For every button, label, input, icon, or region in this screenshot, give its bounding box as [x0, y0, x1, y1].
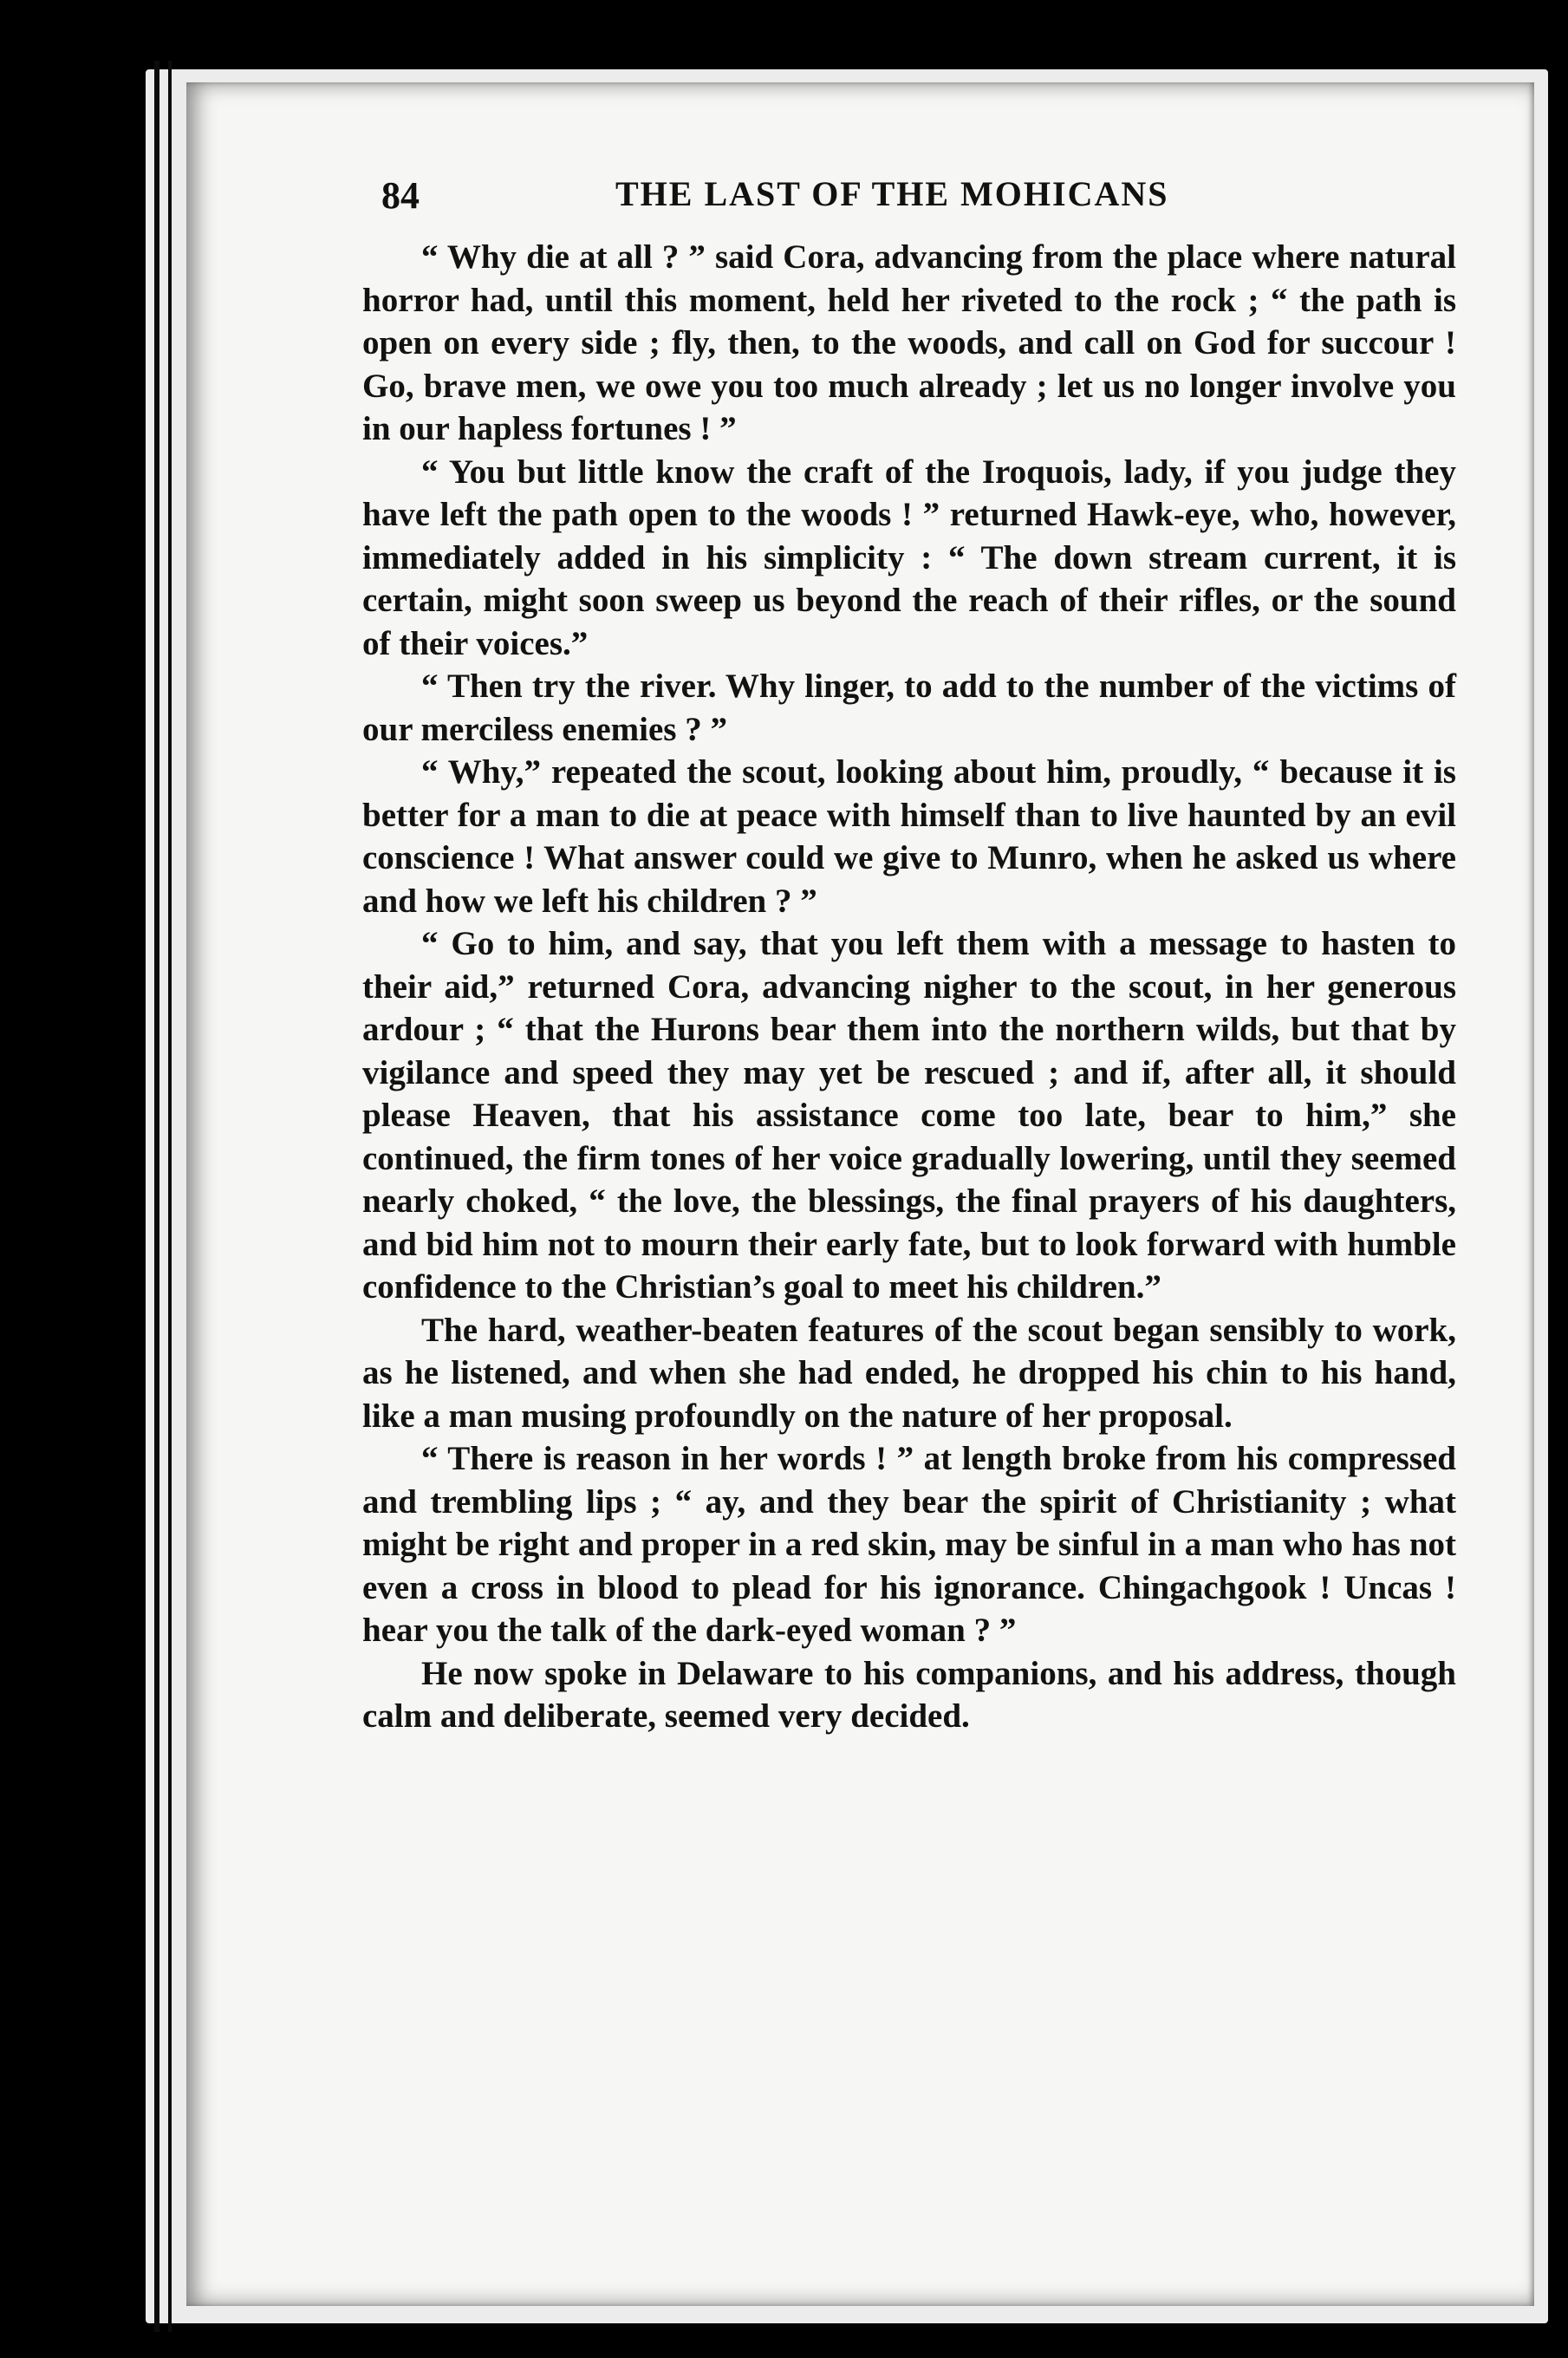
paragraph: “ There is reason in her words ! ” at length broke from his compressed and trembling lips ; “ ay, and they bear the spirit of Christianity ; what might be right and proper in a red skin, may be sinful in a man who has not even a cross in blood to plead for his ignorance. Chingachgook ! Uncas ! hear you the talk of the dark-eyed woman ? ” — [362, 1440, 1456, 1649]
body-text — [362, 236, 1456, 1738]
paragraph: He now spoke in Delaware to his companions, and his address, though calm and deliberate, seemed very decided. — [362, 1654, 1456, 1735]
paragraph: “ You but little know the craft of the Iroquois, lady, if you judge they have left the path open to the woods ! ” returned Hawk-eye, who, however, immediately added in his simplicity : “ The down stream current, it is certain, might soon sweep us beyond the reach of their rifles, or the sound of their voices.” — [362, 453, 1456, 662]
paragraph: “ Why,” repeated the scout, looking about him, proudly, “ because it is better for a man to die at peace with himself than to live haunted by an evil conscience ! What answer could we give to Munro, when he asked us where and how we left his children ? ” — [362, 753, 1456, 920]
paragraph: The hard, weather-beaten features of the scout began sensibly to work, as he listened, and when she had ended, he dropped his chin to his hand, like a man musing profoundly on the nature of her proposal. — [362, 1311, 1456, 1435]
running-header — [381, 173, 1448, 234]
spine-line — [154, 61, 159, 2332]
spine-line — [168, 61, 172, 2332]
running-title: THE LAST OF THE MOHICANS — [615, 174, 1169, 213]
paragraph: “ Why die at all ? ” said Cora, advancing from the place where natural horror had, until this moment, held her riveted to the rock ; “ the path is open on every side ; fly, then, to the woods, and call on God for succour ! Go, brave men, we owe you too much already ; let us no longer involve you in our hapless fortunes ! ” — [362, 238, 1456, 447]
page-number: 84 — [381, 174, 420, 217]
paragraph: “ Go to him, and say, that you left them with a message to hasten to their aid,” returned Cora, advancing nigher to the scout, in her generous ardour ; “ that the Hurons bear them into the northern wilds, but that by vigilance and speed they may yet be rescued ; and if, after all, it should please Heaven, that his assistance come too late, bear to him,” she continued, the firm tones of her voice gradually lowering, until they seemed nearly choked, “ the love, the blessings, the final prayers of his daughters, and bid him not to mourn their early fate, but to look forward with humble confidence to the Christian’s goal to meet his children.” — [362, 925, 1456, 1306]
paragraph: “ Then try the river. Why linger, to add to the number of the victims of our merciless enemies ? ” — [362, 668, 1456, 748]
